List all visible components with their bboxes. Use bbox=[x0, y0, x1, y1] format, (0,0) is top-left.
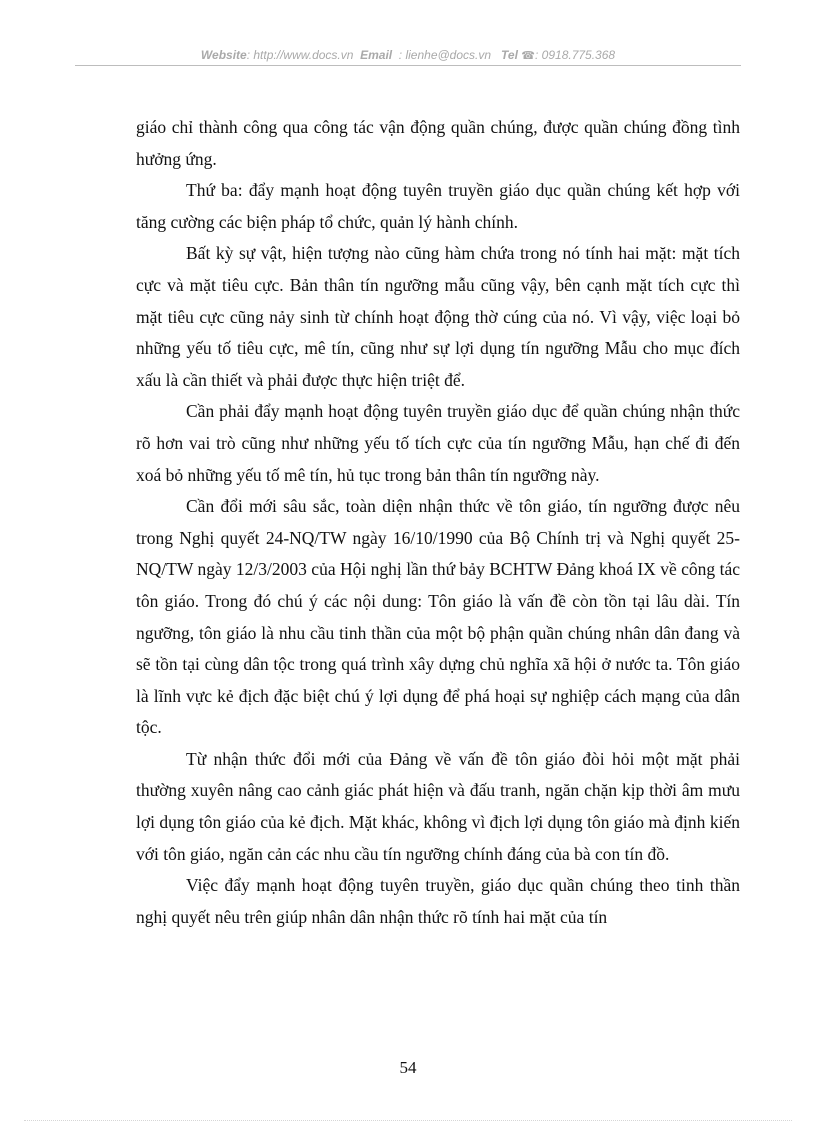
body-paragraph-1: giáo chỉ thành công qua công tác vận động quần chúng, được quần chúng đồng tình hưởng ứng. bbox=[136, 117, 740, 169]
bottom-divider bbox=[24, 1120, 792, 1121]
body-paragraph-5: Cần đổi mới sâu sắc, toàn diện nhận thức về tôn giáo, tín ngưỡng được nêu trong Nghị quyết 24-NQ/TW ngày 16/10/1990 của Bộ Chính trị và Nghị quyết 25-NQ/TW ngày 12/3/2003 của Hội nghị lần thứ bảy BCHTW Đảng khoá IX về công tác tôn giáo. Trong đó chú ý các nội dung: Tôn giáo là vấn đề còn tồn tại lâu dài. Tín ngưỡng, tôn giáo là nhu cầu tinh thần của một bộ phận quần chúng nhân dân đang và sẽ tồn tại cùng dân tộc trong quá trình xây dựng chủ nghĩa xã hội ở nước ta. Tôn giáo là lĩnh vực kẻ địch đặc biệt chú ý lợi dụng để phá hoại sự nghiệp cách mạng của dân tộc. bbox=[136, 496, 740, 738]
tel-label: Tel bbox=[501, 48, 518, 62]
page-number: 54 bbox=[399, 1058, 417, 1077]
body-paragraph-7: Việc đẩy mạnh hoạt động tuyên truyền, giáo dục quần chúng theo tinh thần nghị quyết nêu trên giúp nhân dân nhận thức rõ tính hai mặt của tín bbox=[136, 875, 740, 927]
body-paragraph-2: Thứ ba: đẩy mạnh hoạt động tuyên truyền giáo dục quần chúng kết hợp với tăng cường các biện pháp tổ chức, quản lý hành chính. bbox=[136, 180, 740, 232]
email-value: : lienhe@docs.vn bbox=[398, 48, 492, 62]
body-paragraph-6: Từ nhận thức đổi mới của Đảng về vấn đề tôn giáo đòi hỏi một mặt phải thường xuyên nâng cao cảnh giác phát hiện và đấu tranh, ngăn chặn kịp thời âm mưu lợi dụng tôn giáo của kẻ địch. Mặt khác, không vì địch lợi dụng tôn giáo mà định kiến với tôn giáo, ngăn cản các nhu cầu tín ngưỡng chính đáng của bà con tín đồ. bbox=[136, 748, 740, 864]
body-paragraph-4: Cần phải đẩy mạnh hoạt động tuyên truyền giáo dục để quần chúng nhận thức rõ hơn vai trò cũng như những yếu tố tích cực của tín ngưỡng Mẫu, hạn chế đi đến xoá bỏ những yếu tố mê tín, hủ tục trong bản thân tín ngưỡng này. bbox=[136, 401, 740, 485]
page-header bbox=[75, 44, 741, 66]
email-label: Email bbox=[360, 48, 393, 62]
website-value: : http://www.docs.vn bbox=[246, 48, 354, 62]
website-label: Website bbox=[200, 48, 247, 62]
document-body bbox=[136, 112, 740, 933]
tel-value: : 0918.775.368 bbox=[535, 48, 616, 62]
telephone-icon: ☎ bbox=[521, 50, 535, 62]
body-paragraph-3: Bất kỳ sự vật, hiện tượng nào cũng hàm chứa trong nó tính hai mặt: mặt tích cực và mặt tiêu cực. Bản thân tín ngưỡng mẫu cũng vậy, bên cạnh mặt tích cực thì mặt tiêu cực cũng nảy sinh từ chính hoạt động thờ cúng của nó. Vì vậy, việc loại bỏ những yếu tố tiêu cực, mê tín, cũng như sự lợi dụng tín ngưỡng Mẫu cho mục đích xấu là cần thiết và phải được thực hiện triệt để. bbox=[136, 243, 740, 390]
